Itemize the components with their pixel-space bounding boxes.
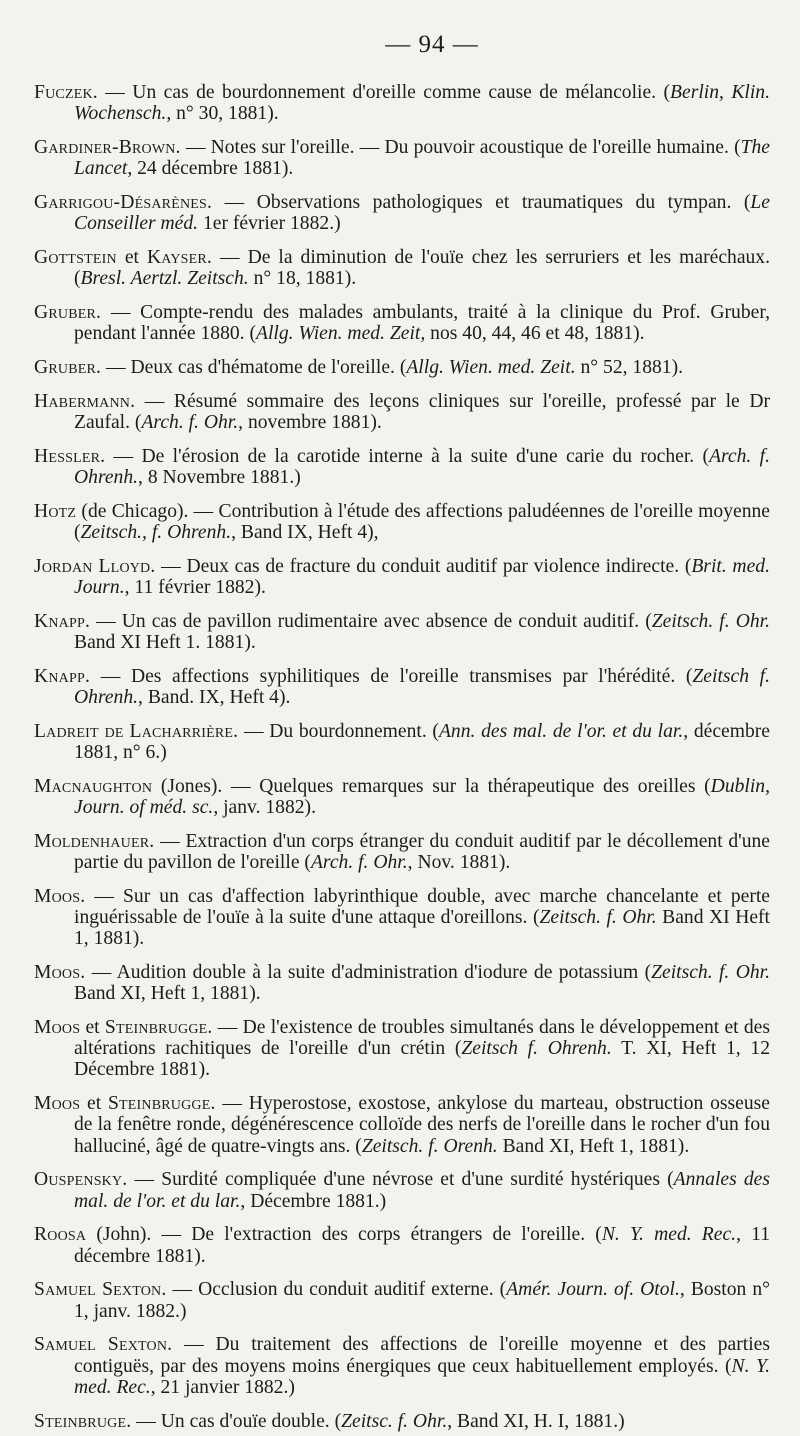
bibliography-entry (34, 1017, 770, 1081)
entry-author: Steinbrugge. (104, 1017, 213, 1038)
entry-source: The Lancet (74, 137, 770, 180)
entry-source: Le Conseiller méd. (74, 192, 770, 235)
entry-author: Habermann. (34, 390, 136, 412)
entry-source: Zeitsch. f. Ohr. (651, 610, 770, 632)
entry-text: — Deux cas d'hématome de l'oreille. ( (101, 357, 407, 378)
entry-author: Ouspensky. (34, 1169, 128, 1191)
entry-text: Band XI, Heft 1, 1881). (74, 983, 261, 1005)
entry-text: nos 40, 44, 46 et 48, 1881). (425, 323, 645, 345)
bibliography-entry (34, 82, 770, 124)
entry-source: Allg. Wien. med. Zeit. (406, 357, 576, 378)
entry-text: — Extraction d'un corps étranger du conduit auditif par le décollement d'une partie du pavillon de l'oreille ( (74, 830, 770, 873)
entry-text: — Deux cas de fracture du conduit auditif par violence indirecte. ( (155, 555, 692, 577)
entry-source: Zeitsch. f. Ohr. (651, 962, 771, 983)
entry-text: (John). — De l'extraction des corps étrangers de l'oreille. ( (86, 1224, 602, 1246)
entry-text: — Hyperostose, exostose, ankylose du marteau, obstruction osseuse de la fenêtre ronde, dégénérescence colloïde des nerfs de l'oreille dans le rocher d'un fou halluciné, âgé de quatre-vingts ans. ( (74, 1093, 770, 1157)
entry-text: — De l'érosion de la carotide interne à la suite d'une carie du rocher. ( (105, 445, 710, 467)
entry-source: Zeitsc. f. Ohr. (341, 1410, 448, 1432)
bibliography-entry (34, 302, 770, 344)
bibliography-entry (34, 357, 770, 378)
entry-source: Allg. Wien. med. Zeit, (256, 323, 426, 345)
entry-author: Gottstein (34, 247, 117, 268)
entry-author: Roosa (34, 1224, 87, 1246)
entry-text: , 8 Novembre 1881.) (138, 467, 301, 488)
entry-text: — De l'existence de troubles simultanés dans le développement et des altérations rachitiques de l'oreille d'un crétin ( (74, 1017, 770, 1060)
entry-text: Band XI Heft 1. 1881). (74, 632, 256, 653)
entry-author: Moldenhauer. (34, 830, 155, 852)
entry-text: et (116, 247, 147, 268)
bibliography-entry (34, 247, 770, 289)
entry-source: Zeitsch. f. Orenh. (361, 1135, 498, 1157)
entry-text: , 21 janvier 1882.) (150, 1376, 295, 1398)
entry-author: Macnaughton (34, 775, 153, 797)
entry-author: Knapp. (34, 610, 91, 632)
bibliography-entry (34, 446, 770, 488)
entry-source: Arch. f. Ohr. (310, 852, 408, 873)
entry-text: , Nov. 1881). (407, 852, 511, 873)
entry-text: , janv. 1882). (213, 797, 316, 818)
bibliography-entry (34, 1224, 770, 1266)
entry-text: , décembre 1881, n° 6.) (74, 720, 770, 763)
bibliography-entry (34, 611, 770, 653)
entry-text: — Résumé sommaire des leçons cliniques sur l'oreille, professé par le Dr Zaufal. ( (74, 390, 770, 433)
entry-text: n° 52, 1881). (575, 357, 684, 378)
entry-author: Steinbruge. (34, 1410, 132, 1432)
entry-text: , Boston n° 1, janv. 1882.) (74, 1279, 770, 1322)
entry-author: Samuel Sexton. (34, 1279, 167, 1301)
entry-text: , Décembre 1881.) (240, 1190, 387, 1212)
entry-text: — Du traitement des affections de l'oreille moyenne et des parties contiguës, par des moyens moins énergiques que ceux habituellement employés. ( (74, 1334, 770, 1377)
entry-source: Berlin, Klin. Wochensch. (74, 82, 770, 125)
entry-text: — Un cas de bourdonnement d'oreille comme cause de mélancolie. ( (97, 82, 671, 103)
entry-source: Dublin, Journ. of méd. sc. (74, 775, 770, 818)
bibliography-entry (34, 1279, 770, 1321)
entry-text: n° 18, 1881). (248, 268, 357, 290)
page-number: — 94 — (385, 31, 479, 58)
entry-author: Ladreit de Lacharrière. (34, 720, 239, 742)
entry-text: — De la diminution de l'ouïe chez les serruriers et les maréchaux. ( (74, 247, 771, 290)
entry-text: (de Chicago). — Contribution à l'étude des affections paludéennes de l'oreille moyenne ( (74, 500, 770, 543)
entry-source: Bresl. Aertzl. Zeitsch. (80, 268, 249, 290)
bibliography-entry (34, 666, 770, 708)
entry-source: Arch. f. Ohr. (141, 412, 239, 433)
entry-source: Ann. des mal. de l'or. et du lar. (438, 720, 684, 742)
entry-source: Zeitsch. f. Ohr. (539, 907, 657, 928)
entry-text: — Du bourdonnement. ( (238, 720, 439, 742)
entry-author: Knapp. (34, 665, 91, 687)
entry-text: 1er février 1882.) (198, 213, 341, 235)
bibliography-entry (34, 776, 770, 818)
entry-text: — Un cas d'ouïe double. ( (131, 1410, 342, 1432)
entry-text: , Band XI, H. I, 1881.) (447, 1410, 625, 1432)
entry-author: Garrigou-Désarènes. (34, 192, 213, 213)
bibliography-entry (34, 886, 770, 950)
entry-text: et (80, 1017, 105, 1038)
entry-author: Gruber. (34, 357, 102, 378)
bibliography-list (34, 82, 770, 1432)
bibliography-entry (34, 1093, 770, 1157)
bibliography-entry (34, 721, 770, 763)
bibliography-entry (34, 831, 770, 873)
entry-text: , novembre 1881). (238, 412, 382, 433)
entry-author: Hotz (34, 500, 77, 522)
entry-author: Moos. (34, 885, 86, 907)
entry-author: Gardiner-Brown. (34, 137, 181, 158)
entry-text: (Jones). — Quelques remarques sur la thérapeutique des oreilles ( (152, 775, 711, 797)
entry-author: Gruber. (34, 302, 102, 323)
entry-text: Band XI, Heft 1, 1881). (497, 1135, 690, 1157)
entry-text: , 24 décembre 1881). (127, 158, 294, 180)
entry-source: Amér. Journ. of. Otol. (506, 1279, 680, 1301)
bibliography-entry (34, 192, 770, 234)
entry-text: — Observations pathologiques et traumatiques du tympan. ( (212, 192, 751, 213)
entry-text: , Band IX, Heft 4), (231, 522, 379, 543)
entry-source: Brit. med. Journ. (74, 555, 770, 598)
bibliography-entry (34, 1169, 770, 1211)
entry-source: Zeitsch f. Ohrenh. (461, 1038, 612, 1060)
entry-source: Annales des mal. de l'or. et du lar. (74, 1169, 770, 1212)
bibliography-entry (34, 1334, 770, 1398)
bibliography-entry (34, 391, 770, 433)
bibliography-entry (34, 137, 770, 179)
entry-text: — Compte-rendu des malades ambulants, traité à la clinique du Prof. Gruber, pendant l'année 1880. ( (74, 302, 770, 345)
entry-text: — Un cas de pavillon rudimentaire avec absence de conduit auditif. ( (90, 610, 652, 632)
entry-text: — Surdité compliquée d'une névrose et d'une surdité hystériques ( (127, 1169, 674, 1191)
entry-author: Steinbrugge. (107, 1093, 216, 1115)
bibliography-entry (34, 556, 770, 598)
entry-source: N. Y. med. Rec. (74, 1355, 770, 1398)
entry-source: Arch. f. Ohrenh. (74, 445, 771, 488)
entry-text: — Notes sur l'oreille. — Du pouvoir acoustique de l'oreille humaine. ( (180, 137, 741, 158)
entry-text: — Des affections syphilitiques de l'oreille transmises par l'hérédité. ( (90, 665, 693, 687)
entry-source: Zeitsch., f. Ohrenh. (80, 522, 232, 543)
entry-source: Zeitsch f. Ohrenh. (74, 665, 770, 708)
bibliography-entry (34, 962, 770, 1004)
entry-text: Band XI Heft 1, 1881). (74, 907, 771, 950)
entry-text: , 11 décembre 1881). (74, 1224, 770, 1267)
entry-source: N. Y. med. Rec. (601, 1224, 737, 1246)
entry-text: — Sur un cas d'affection labyrinthique double, avec marche chancelante et perte inguérissable de l'ouïe à la suite d'une attaque d'oreillons. ( (74, 885, 770, 928)
bibliography-entry (34, 501, 770, 543)
entry-text: , n° 30, 1881). (166, 103, 279, 125)
entry-author: Jordan Lloyd. (34, 555, 156, 577)
entry-author: Moos (34, 1093, 81, 1115)
entry-text: T. XI, Heft 1, 12 Décembre 1881). (74, 1038, 770, 1081)
entry-author: Samuel Sexton. (34, 1334, 173, 1356)
entry-text: , Band. IX, Heft 4). (138, 687, 291, 708)
bibliography-entry (34, 1411, 770, 1432)
entry-author: Kayser. (146, 247, 213, 268)
entry-text: — Occlusion du conduit auditif externe. ( (166, 1279, 507, 1301)
entry-author: Moos (34, 1017, 81, 1038)
entry-author: Fuczek. (34, 82, 98, 103)
entry-text: et (80, 1093, 108, 1115)
entry-text: — Audition double à la suite d'administration d'iodure de potassium ( (85, 962, 652, 983)
entry-text: , 11 février 1882). (124, 577, 266, 598)
entry-author: Moos. (34, 962, 86, 983)
entry-author: Hessler. (34, 445, 106, 467)
